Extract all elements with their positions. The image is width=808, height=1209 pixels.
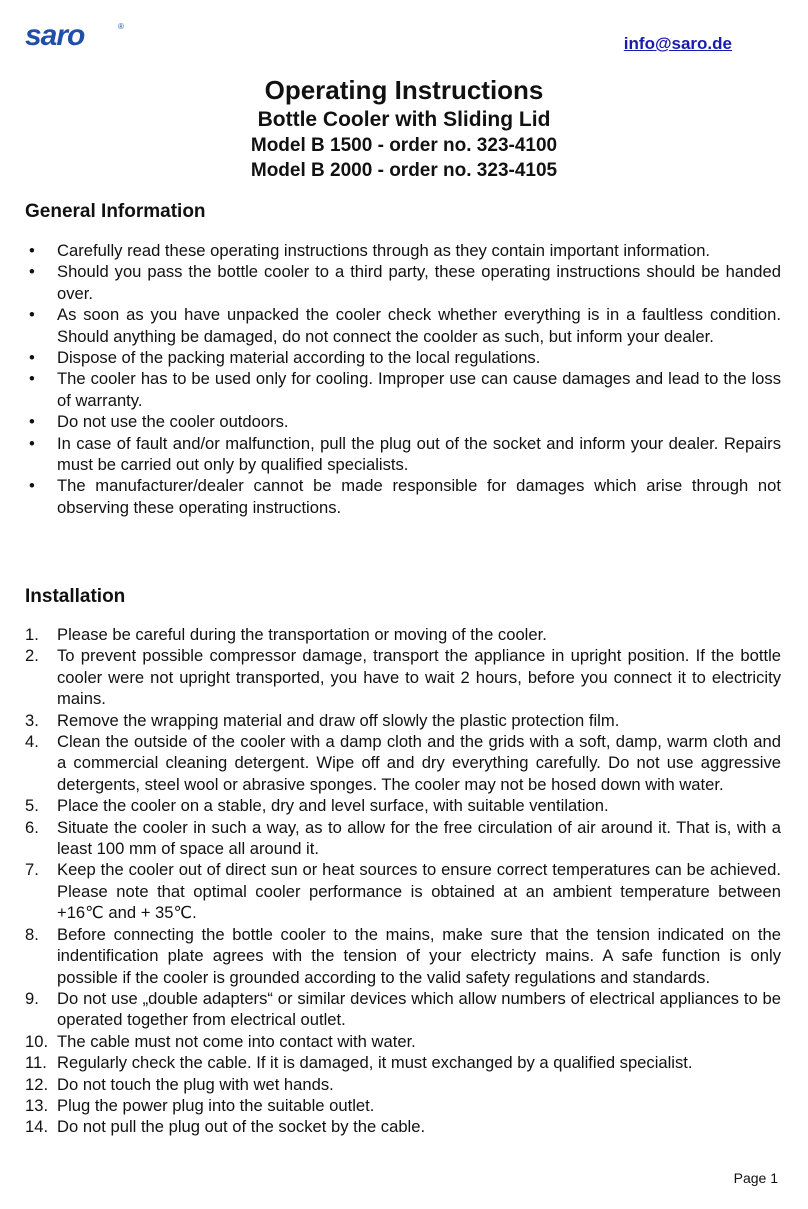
list-item-text: Do not touch the plug with wet hands. <box>57 1074 334 1094</box>
number-marker: 11. <box>25 1053 47 1073</box>
list-item <box>25 624 781 645</box>
logo-text: saro <box>25 19 85 52</box>
installation-heading: Installation <box>25 586 126 607</box>
list-item-text: Clean the outside of the cooler with a damp cloth and the grids with a soft, damp, warm cloth and a commercial cleaning detergent. Wipe off and dry everything carefully. Do not use aggressive detergents, steel wool or abrasive sponges. The cooler may not be hosed down with water. <box>57 732 781 794</box>
number-marker: 2. <box>25 646 39 666</box>
list-item <box>25 645 781 709</box>
list-item <box>25 261 781 304</box>
list-item-text: Carefully read these operating instructions through as they contain important information. <box>57 241 711 260</box>
list-item <box>25 347 781 368</box>
bullet-marker: • <box>29 241 35 260</box>
list-item-text: Situate the cooler in such a way, as to allow for the free circulation of air around it. That is, with a least 100 mm of space all around it. <box>57 817 781 859</box>
list-item-text: Do not pull the plug out of the socket by the cable. <box>57 1117 426 1137</box>
list-item <box>25 710 781 731</box>
number-marker: 3. <box>25 710 39 730</box>
number-marker: 1. <box>25 625 39 644</box>
saro-logo <box>25 18 133 52</box>
bullet-marker: • <box>29 262 35 282</box>
list-item <box>25 1074 781 1095</box>
list-item-text: Plug the power plug into the suitable outlet. <box>57 1095 375 1115</box>
list-item <box>25 988 781 1031</box>
list-item-text: Remove the wrapping material and draw off slowly the plastic protection film. <box>57 710 620 730</box>
list-item-text: Before connecting the bottle cooler to the mains, make sure that the tension indicated on the indentification plate agrees with the tension of your electricty mains. A safe function is only possible if the cooler is grounded according to the valid safety regulations and standards. <box>57 924 781 987</box>
number-marker: 6. <box>25 817 39 837</box>
list-item-text: Place the cooler on a stable, dry and level surface, with suitable ventilation. <box>57 796 609 816</box>
page-title: Operating Instructions <box>264 75 544 105</box>
model-line-2: Model B 2000 - order no. 323-4105 <box>250 160 558 181</box>
number-marker: 8. <box>25 924 39 944</box>
list-item-text: To prevent possible compressor damage, transport the appliance in upright position. If the bottle cooler were not upright transported, you have to wait 2 hours, before you connect it to electricity mains. <box>57 646 781 709</box>
list-item-text: Dispose of the packing material according to the local regulations. <box>57 348 541 368</box>
list-item <box>25 924 781 988</box>
list-item <box>25 817 781 860</box>
bullet-marker: • <box>29 369 35 389</box>
list-item-text: Do not use „double adapters“ or similar devices which allow numbers of electrical appliances to be operated together from electrical outlet. <box>57 988 781 1030</box>
number-marker: 7. <box>25 860 39 880</box>
installation-list <box>25 624 781 1138</box>
list-item <box>25 731 781 795</box>
list-item <box>25 411 781 432</box>
bullet-marker: • <box>29 412 35 432</box>
list-item <box>25 859 781 923</box>
list-item-text: The manufacturer/dealer cannot be made responsible for damages which arise through not observing these operating instructions. <box>57 476 781 517</box>
list-item-text: Do not use the cooler outdoors. <box>57 412 289 432</box>
number-marker: 14. <box>25 1117 49 1137</box>
email-link[interactable]: info@saro.de <box>623 34 732 53</box>
title-block <box>0 74 808 183</box>
list-item <box>25 1116 781 1137</box>
bullet-marker: • <box>29 305 35 325</box>
list-item <box>25 304 781 347</box>
svg-text:®: ® <box>118 22 124 31</box>
bullet-marker: • <box>29 348 35 368</box>
list-item <box>25 795 781 816</box>
list-item <box>25 1031 781 1052</box>
general-information-list <box>25 240 781 518</box>
general-information-heading: General Information <box>25 201 206 222</box>
list-item <box>25 240 781 261</box>
list-item-text: The cable must not come into contact with water. <box>57 1031 416 1051</box>
list-item <box>25 368 781 411</box>
list-item <box>25 1052 781 1073</box>
list-item-text: Regularly check the cable. If it is damaged, it must exchanged by a qualified specialist. <box>57 1053 693 1073</box>
number-marker: 5. <box>25 796 39 816</box>
list-item-text: The cooler has to be used only for cooling. Improper use can cause damages and lead to the loss of warranty. <box>57 369 781 410</box>
page-number: Page 1 <box>733 1170 778 1186</box>
page-subtitle: Bottle Cooler with Sliding Lid <box>257 108 551 131</box>
list-item <box>25 475 781 518</box>
number-marker: 9. <box>25 988 39 1008</box>
number-marker: 13. <box>25 1095 49 1115</box>
number-marker: 12. <box>25 1074 49 1094</box>
model-line-1: Model B 1500 - order no. 323-4100 <box>250 135 558 156</box>
list-item-text: Keep the cooler out of direct sun or heat sources to ensure correct temperatures can be achieved. Please note that optimal cooler performance is obtained at an ambient temperature between +16℃ and + 35℃. <box>57 860 781 923</box>
list-item <box>25 1095 781 1116</box>
list-item-text: Should you pass the bottle cooler to a third party, these operating instructions should be handed over. <box>57 262 781 303</box>
list-item-text: Please be careful during the transportation or moving of the cooler. <box>57 625 547 644</box>
list-item <box>25 433 781 476</box>
list-item-text: In case of fault and/or malfunction, pull the plug out of the socket and inform your dealer. Repairs must be carried out only by qualified specialists. <box>57 433 781 475</box>
number-marker: 10. <box>25 1031 49 1051</box>
list-item-text: As soon as you have unpacked the cooler check whether everything is in a faultless condition. Should anything be damaged, do not connect the coolder as such, but inform your dealer. <box>57 305 781 346</box>
number-marker: 4. <box>25 732 39 752</box>
bullet-marker: • <box>29 476 35 496</box>
bullet-marker: • <box>29 433 35 453</box>
